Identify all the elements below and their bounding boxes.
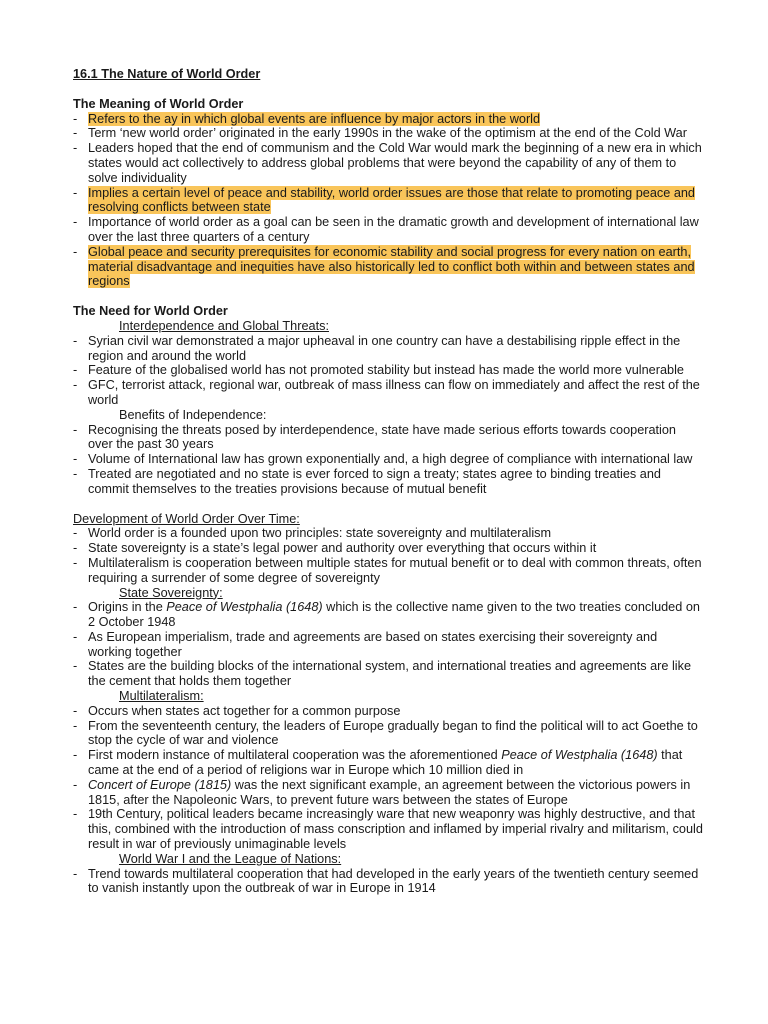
list-item — [73, 452, 703, 467]
text-segment: was the next significant example, an agreement between the victorious powers in 1815, after the Napoleonic Wars, to prevent future wars between the states of Europe — [88, 777, 691, 807]
bullet-dash: - — [73, 378, 78, 393]
list-item-text: 19th Century, political leaders became increasingly ware that new weaponry was highly destructive, and that this, combined with the introduction of mass conscription and inflamed by imperial rivalry and militarism, could result in war of previously unimaginable levels — [88, 807, 703, 852]
list-item — [73, 141, 703, 185]
subheading-ww1: World War I and the League of Nations: — [119, 851, 342, 866]
page-title: 16.1 The Nature of World Order — [73, 67, 261, 81]
bullet-dash: - — [73, 141, 78, 156]
list-item-text: Treated are negotiated and no state is ever forced to sign a treaty; states agree to binding treaties and commit themselves to the treaties provisions because of mutual benefit — [88, 466, 661, 496]
section-heading-development: Development of World Order Over Time: — [73, 511, 300, 526]
ww1-list — [73, 867, 703, 897]
section-heading-meaning: The Meaning of World Order — [73, 96, 244, 111]
sovereignty-list — [73, 600, 703, 689]
list-item-text: From the seventeenth century, the leaders of Europe gradually began to find the political will to act Goethe to stop the cycle of war and violence — [88, 718, 698, 748]
benefits-list — [73, 423, 703, 497]
list-item-text: State sovereignty is a state’s legal power and authority over everything that occurs within it — [88, 541, 597, 556]
bullet-dash: - — [73, 541, 78, 556]
list-item — [73, 245, 703, 289]
list-item-text: Volume of International law has grown exponentially and, a high degree of compliance with international law — [88, 452, 693, 467]
list-item — [73, 704, 703, 719]
bullet-dash: - — [73, 777, 78, 792]
list-item — [73, 423, 703, 453]
list-item-text: States are the building blocks of the international system, and international treaties and agreements are like the cement that holds them together — [88, 659, 692, 689]
bullet-dash: - — [73, 215, 78, 230]
meaning-list — [73, 112, 703, 290]
text-segment: Origins in the — [88, 600, 167, 615]
italic-title: Concert of Europe (1815) — [88, 777, 232, 792]
bullet-dash: - — [73, 363, 78, 378]
list-item-text: World order is a founded upon two principles: state sovereignty and multilateralism — [88, 526, 552, 541]
italic-title: Peace of Westphalia (1648) — [166, 600, 323, 615]
list-item — [73, 526, 703, 541]
list-item-text: Feature of the globalised world has not promoted stability but instead has made the world more vulnerable — [88, 363, 684, 378]
list-item-text: Occurs when states act together for a common purpose — [88, 703, 401, 718]
list-item-text: Syrian civil war demonstrated a major upheaval in one country can have a destabilising ripple effect in the region and around the world — [88, 333, 681, 363]
subheading-benefits: Benefits of Independence: — [119, 407, 267, 422]
text-segment: First modern instance of multilateral cooperation was the aforementioned — [88, 748, 502, 763]
list-item-text: Implies a certain level of peace and stability, world order issues are those that relate to promoting peace and resolving conflicts between state — [88, 185, 695, 215]
bullet-dash: - — [73, 244, 78, 259]
list-item-text — [88, 748, 682, 777]
bullet-dash: - — [73, 185, 78, 200]
bullet-dash: - — [73, 555, 78, 570]
bullet-dash: - — [73, 866, 78, 881]
list-item — [73, 126, 703, 141]
list-item — [73, 112, 703, 127]
bullet-dash: - — [73, 422, 78, 437]
list-item-text — [88, 600, 700, 629]
list-item — [73, 630, 703, 660]
list-item-text: Term ‘new world order’ originated in the early 1990s in the wake of the optimism at the end of the Cold War — [88, 126, 687, 141]
subheading-multilateralism: Multilateralism: — [119, 689, 204, 704]
list-item-text — [88, 778, 690, 807]
list-item-text: Global peace and security prerequisites for economic stability and social progress for every nation on earth, material disadvantage and inequities have also historically led to conflict both within and between states and regions — [88, 244, 695, 289]
list-item-text: Recognising the threats posed by interdependence, state have made serious efforts towards cooperation over the past 30 years — [88, 422, 676, 452]
bullet-dash: - — [73, 600, 78, 615]
list-item — [73, 467, 703, 497]
list-item — [73, 807, 703, 851]
list-item-text: Multilateralism is cooperation between multiple states for mutual benefit or to deal with common threats, often requiring a surrender of some degree of sovereignty — [88, 555, 702, 585]
text-segment: that came at the end of a period of religions war in Europe which 10 million died in — [88, 748, 683, 778]
bullet-dash: - — [73, 659, 78, 674]
bullet-dash: - — [73, 526, 78, 541]
list-item — [73, 334, 703, 364]
bullet-dash: - — [73, 629, 78, 644]
bullet-dash: - — [73, 126, 78, 141]
section-heading-need: The Need for World Order — [73, 304, 228, 319]
list-item-text: As European imperialism, trade and agreements are based on states exercising their sovereignty and working together — [88, 629, 658, 659]
bullet-dash: - — [73, 333, 78, 348]
multilateralism-list — [73, 704, 703, 852]
document-page — [73, 67, 703, 896]
bullet-dash: - — [73, 703, 78, 718]
list-item — [73, 748, 703, 778]
list-item — [73, 867, 703, 897]
list-item-text: GFC, terrorist attack, regional war, outbreak of mass illness can flow on immediately and affect the rest of the world — [88, 378, 700, 407]
list-item-text: Leaders hoped that the end of communism and the Cold War would mark the beginning of a new era in which states would act collectively to address global problems that were beyond the capability of any of them to solve individuality — [88, 141, 702, 185]
bullet-dash: - — [73, 452, 78, 467]
list-item — [73, 600, 703, 630]
list-item — [73, 778, 703, 808]
list-item — [73, 363, 703, 378]
list-item — [73, 541, 703, 556]
bullet-dash: - — [73, 466, 78, 481]
list-item — [73, 186, 703, 216]
interdependence-list — [73, 334, 703, 408]
bullet-dash: - — [73, 807, 78, 822]
list-item — [73, 719, 703, 749]
list-item — [73, 378, 703, 408]
italic-title: Peace of Westphalia (1648) — [501, 748, 658, 763]
list-item — [73, 556, 703, 586]
list-item-text: Trend towards multilateral cooperation that had developed in the early years of the twentieth century seemed to vanish instantly upon the outbreak of war in Europe in 1914 — [88, 866, 699, 896]
list-item-text: Refers to the ay in which global events are influence by major actors in the world — [88, 111, 541, 126]
list-item — [73, 659, 703, 689]
list-item — [73, 215, 703, 245]
bullet-dash: - — [73, 748, 78, 763]
development-list — [73, 526, 703, 585]
list-item-text: Importance of world order as a goal can be seen in the dramatic growth and development of international law over the last three quarters of a century — [88, 215, 699, 244]
bullet-dash: - — [73, 111, 78, 126]
subheading-sovereignty: State Sovereignty: — [119, 585, 223, 600]
text-segment: which is the collective name given to the two treaties concluded on 2 October 1948 — [88, 600, 700, 630]
subheading-interdependence: Interdependence and Global Threats: — [119, 318, 329, 333]
bullet-dash: - — [73, 718, 78, 733]
